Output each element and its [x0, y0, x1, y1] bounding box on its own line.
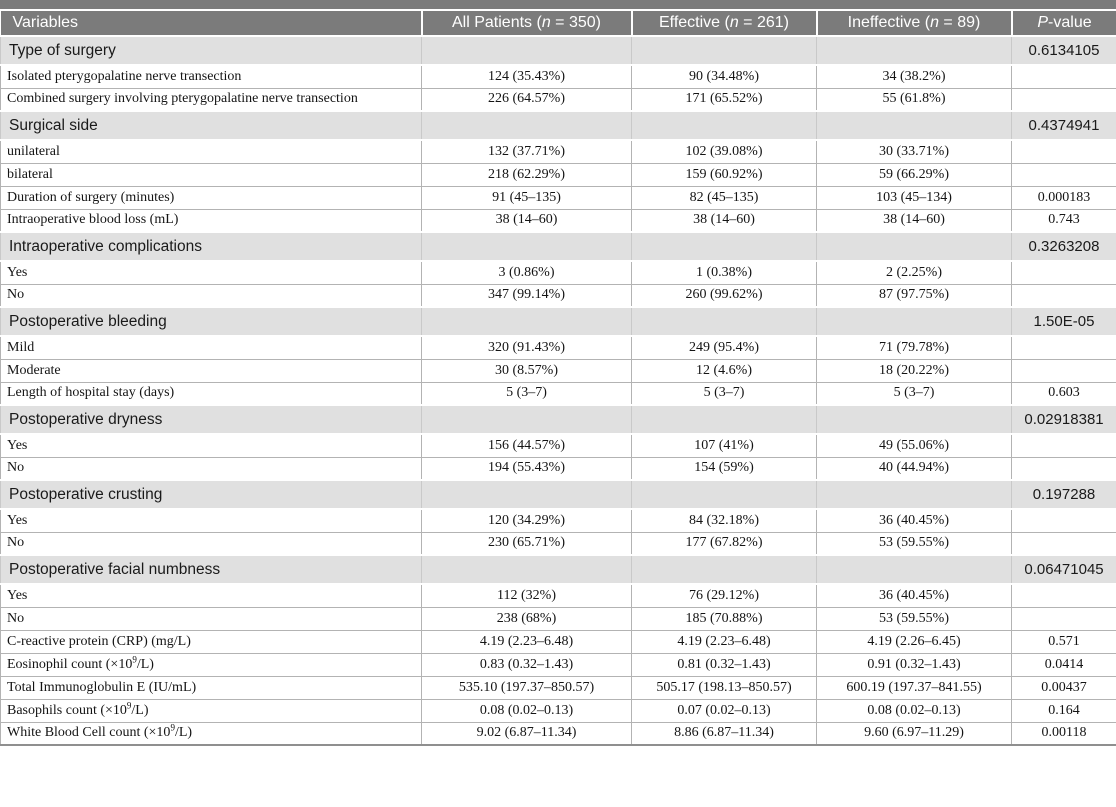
table-row	[1, 88, 1116, 111]
table-header	[1, 11, 1116, 36]
table-row	[1, 630, 1116, 653]
header-label: = 261)	[738, 14, 789, 31]
value-cell: 84 (32.18%)	[632, 509, 817, 532]
p-value-cell: 0.0414	[1012, 653, 1116, 676]
p-value-cell	[1012, 140, 1116, 163]
data-table	[0, 11, 1116, 746]
p-value-cell	[1012, 88, 1116, 111]
table-row	[1, 359, 1116, 382]
value-cell	[817, 405, 1012, 434]
value-cell: 0.07 (0.02–0.13)	[632, 699, 817, 722]
row-label	[1, 336, 422, 359]
row-label	[1, 88, 422, 111]
row-label	[1, 434, 422, 457]
row-label-text: Intraoperative complications	[9, 237, 202, 255]
value-cell	[422, 111, 632, 140]
value-cell	[817, 307, 1012, 336]
value-cell: 53 (59.55%)	[817, 532, 1012, 555]
value-cell: 230 (65.71%)	[422, 532, 632, 555]
row-label-text: Postoperative dryness	[9, 410, 163, 428]
row-label	[1, 186, 422, 209]
row-label	[1, 509, 422, 532]
row-label-text: Moderate	[7, 362, 61, 378]
p-value-cell	[1012, 607, 1116, 630]
row-label-text: Postoperative facial numbness	[9, 560, 221, 578]
row-label	[1, 630, 422, 653]
row-label	[1, 232, 422, 261]
table-row	[1, 457, 1116, 480]
p-value-cell: 0.743	[1012, 209, 1116, 232]
value-cell: 0.08 (0.02–0.13)	[817, 699, 1012, 722]
section-row	[1, 405, 1116, 434]
value-cell: 320 (91.43%)	[422, 336, 632, 359]
table-row	[1, 140, 1116, 163]
value-cell: 177 (67.82%)	[632, 532, 817, 555]
value-cell	[817, 480, 1012, 509]
value-cell: 132 (37.71%)	[422, 140, 632, 163]
value-cell: 71 (79.78%)	[817, 336, 1012, 359]
value-cell: 4.19 (2.26–6.45)	[817, 630, 1012, 653]
row-label-text: Postoperative bleeding	[9, 312, 167, 330]
value-cell: 112 (32%)	[422, 584, 632, 607]
p-value-cell: 0.000183	[1012, 186, 1116, 209]
p-value-cell	[1012, 163, 1116, 186]
p-value-cell	[1012, 65, 1116, 88]
header-label-italic-n: n	[729, 14, 739, 31]
p-value-cell: 0.164	[1012, 699, 1116, 722]
row-label-text: No	[7, 287, 25, 303]
table-row	[1, 676, 1116, 699]
p-value-cell: 0.02918381	[1012, 405, 1116, 434]
value-cell: 38 (14–60)	[632, 209, 817, 232]
value-cell	[422, 307, 632, 336]
section-row	[1, 307, 1116, 336]
value-cell: 76 (29.12%)	[632, 584, 817, 607]
row-label	[1, 163, 422, 186]
p-value-cell	[1012, 434, 1116, 457]
table-row	[1, 607, 1116, 630]
value-cell: 0.91 (0.32–1.43)	[817, 653, 1012, 676]
value-cell: 5 (3–7)	[422, 382, 632, 405]
value-cell: 107 (41%)	[632, 434, 817, 457]
table-row	[1, 163, 1116, 186]
value-cell: 9.60 (6.97–11.29)	[817, 722, 1012, 745]
row-label-superscript: 9	[126, 699, 132, 710]
row-label-text: Intraoperative blood loss (mL)	[7, 212, 179, 228]
column-header-variables	[1, 11, 422, 36]
value-cell	[422, 232, 632, 261]
section-row	[1, 36, 1116, 65]
row-label-text: Combined surgery involving pterygopalatine nerve transection	[7, 91, 358, 107]
value-cell: 53 (59.55%)	[817, 607, 1012, 630]
p-value-cell	[1012, 336, 1116, 359]
row-label-text: No	[7, 460, 25, 476]
p-value-cell: 0.571	[1012, 630, 1116, 653]
row-label	[1, 532, 422, 555]
value-cell: 218 (62.29%)	[422, 163, 632, 186]
value-cell: 38 (14–60)	[817, 209, 1012, 232]
value-cell: 5 (3–7)	[817, 382, 1012, 405]
row-label-text: Basophils count (×10	[7, 702, 127, 718]
value-cell: 1 (0.38%)	[632, 261, 817, 284]
row-label-text: /L)	[131, 702, 149, 718]
table-row	[1, 699, 1116, 722]
value-cell	[632, 111, 817, 140]
value-cell: 2 (2.25%)	[817, 261, 1012, 284]
row-label	[1, 722, 422, 745]
value-cell: 82 (45–135)	[632, 186, 817, 209]
value-cell: 0.08 (0.02–0.13)	[422, 699, 632, 722]
row-label-text: Surgical side	[9, 116, 98, 134]
row-label-text: Total Immunoglobulin E (IU/mL)	[7, 679, 197, 695]
table-row	[1, 584, 1116, 607]
value-cell	[422, 555, 632, 584]
p-value-cell	[1012, 584, 1116, 607]
column-header-effective	[632, 11, 817, 36]
row-label-text: Isolated pterygopalatine nerve transection	[7, 68, 242, 84]
value-cell	[817, 232, 1012, 261]
p-value-cell: 0.4374941	[1012, 111, 1116, 140]
row-label	[1, 555, 422, 584]
header-label-italic-p: P	[1037, 14, 1049, 31]
value-cell: 154 (59%)	[632, 457, 817, 480]
row-label-text: No	[7, 535, 25, 551]
header-label: = 89)	[938, 14, 981, 31]
row-label-text: C-reactive protein (CRP) (mg/L)	[7, 633, 191, 649]
table-row	[1, 284, 1116, 307]
p-value-cell: 0.197288	[1012, 480, 1116, 509]
value-cell	[422, 36, 632, 65]
row-label-text: /L)	[136, 656, 154, 672]
value-cell: 535.10 (197.37–850.57)	[422, 676, 632, 699]
value-cell: 194 (55.43%)	[422, 457, 632, 480]
value-cell: 102 (39.08%)	[632, 140, 817, 163]
row-label	[1, 261, 422, 284]
column-header-ineffective	[817, 11, 1012, 36]
p-value-cell	[1012, 457, 1116, 480]
value-cell: 156 (44.57%)	[422, 434, 632, 457]
header-label: -value	[1048, 14, 1092, 31]
row-label-text: Yes	[7, 587, 28, 603]
row-label	[1, 382, 422, 405]
value-cell: 5 (3–7)	[632, 382, 817, 405]
value-cell	[817, 555, 1012, 584]
p-value-cell: 0.00437	[1012, 676, 1116, 699]
value-cell: 0.81 (0.32–1.43)	[632, 653, 817, 676]
row-label	[1, 653, 422, 676]
row-label-text: White Blood Cell count (×10	[7, 725, 171, 741]
section-row	[1, 111, 1116, 140]
value-cell: 124 (35.43%)	[422, 65, 632, 88]
row-label-text: No	[7, 610, 25, 626]
row-label-superscript: 9	[170, 722, 175, 733]
value-cell: 185 (70.88%)	[632, 607, 817, 630]
row-label-text: Yes	[7, 437, 28, 453]
row-label-superscript: 9	[132, 653, 137, 664]
row-label	[1, 584, 422, 607]
value-cell	[422, 480, 632, 509]
p-value-cell: 0.3263208	[1012, 232, 1116, 261]
row-label	[1, 36, 422, 65]
value-cell	[632, 405, 817, 434]
table-top-rule	[0, 0, 1116, 9]
row-label-text: Mild	[7, 339, 35, 355]
p-value-cell: 1.50E-05	[1012, 307, 1116, 336]
row-label	[1, 699, 422, 722]
value-cell	[422, 405, 632, 434]
row-label	[1, 480, 422, 509]
value-cell: 12 (4.6%)	[632, 359, 817, 382]
header-label-italic-n: n	[930, 14, 939, 31]
value-cell	[632, 555, 817, 584]
p-value-cell: 0.603	[1012, 382, 1116, 405]
row-label	[1, 457, 422, 480]
header-row	[1, 11, 1116, 36]
value-cell: 34 (38.2%)	[817, 65, 1012, 88]
value-cell: 30 (33.71%)	[817, 140, 1012, 163]
header-label: All Patients (	[452, 14, 542, 31]
row-label-text: unilateral	[7, 143, 60, 159]
row-label	[1, 209, 422, 232]
value-cell: 4.19 (2.23–6.48)	[422, 630, 632, 653]
value-cell: 55 (61.8%)	[817, 88, 1012, 111]
table-row	[1, 186, 1116, 209]
row-label-text: Postoperative crusting	[9, 485, 163, 503]
row-label-text: Type of surgery	[9, 41, 116, 59]
value-cell: 9.02 (6.87–11.34)	[422, 722, 632, 745]
p-value-cell	[1012, 532, 1116, 555]
row-label-text: Length of hospital stay (days)	[7, 385, 175, 401]
p-value-cell: 0.6134105	[1012, 36, 1116, 65]
p-value-cell	[1012, 359, 1116, 382]
row-label-text: Duration of surgery (minutes)	[7, 189, 175, 205]
p-value-cell	[1012, 284, 1116, 307]
table-body	[1, 36, 1116, 745]
value-cell: 8.86 (6.87–11.34)	[632, 722, 817, 745]
value-cell: 238 (68%)	[422, 607, 632, 630]
table-row	[1, 382, 1116, 405]
value-cell	[632, 307, 817, 336]
table-row	[1, 722, 1116, 745]
p-value-cell	[1012, 261, 1116, 284]
value-cell: 0.83 (0.32–1.43)	[422, 653, 632, 676]
row-label-text: /L)	[174, 725, 193, 741]
value-cell: 40 (44.94%)	[817, 457, 1012, 480]
row-label-text: Yes	[7, 512, 28, 528]
value-cell: 600.19 (197.37–841.55)	[817, 676, 1012, 699]
row-label	[1, 307, 422, 336]
row-label	[1, 65, 422, 88]
column-header-all-patients	[422, 11, 632, 36]
value-cell: 49 (55.06%)	[817, 434, 1012, 457]
row-label-text: Yes	[7, 264, 28, 280]
value-cell: 36 (40.45%)	[817, 509, 1012, 532]
row-label	[1, 284, 422, 307]
header-label-italic-n: n	[541, 14, 551, 31]
value-cell: 120 (34.29%)	[422, 509, 632, 532]
value-cell: 505.17 (198.13–850.57)	[632, 676, 817, 699]
row-label	[1, 111, 422, 140]
section-row	[1, 232, 1116, 261]
value-cell: 90 (34.48%)	[632, 65, 817, 88]
section-row	[1, 480, 1116, 509]
p-value-cell: 0.06471045	[1012, 555, 1116, 584]
row-label-text: Eosinophil count (×10	[7, 656, 133, 672]
section-row	[1, 555, 1116, 584]
table-row	[1, 653, 1116, 676]
table-row	[1, 65, 1116, 88]
column-header-p-value	[1012, 11, 1116, 36]
table-row	[1, 532, 1116, 555]
table-row	[1, 261, 1116, 284]
value-cell: 171 (65.52%)	[632, 88, 817, 111]
value-cell: 260 (99.62%)	[632, 284, 817, 307]
p-value-cell: 0.00118	[1012, 722, 1116, 745]
table-row	[1, 209, 1116, 232]
row-label	[1, 405, 422, 434]
row-label	[1, 676, 422, 699]
header-label: Effective (	[658, 14, 730, 31]
value-cell	[817, 36, 1012, 65]
p-value-cell	[1012, 509, 1116, 532]
header-label: = 350)	[550, 14, 601, 31]
value-cell: 226 (64.57%)	[422, 88, 632, 111]
value-cell: 59 (66.29%)	[817, 163, 1012, 186]
value-cell: 36 (40.45%)	[817, 584, 1012, 607]
row-label	[1, 359, 422, 382]
row-label	[1, 607, 422, 630]
value-cell: 347 (99.14%)	[422, 284, 632, 307]
value-cell	[817, 111, 1012, 140]
value-cell: 159 (60.92%)	[632, 163, 817, 186]
header-label: Ineffective (	[847, 14, 931, 31]
value-cell: 38 (14–60)	[422, 209, 632, 232]
value-cell: 103 (45–134)	[817, 186, 1012, 209]
value-cell: 4.19 (2.23–6.48)	[632, 630, 817, 653]
value-cell: 18 (20.22%)	[817, 359, 1012, 382]
value-cell: 249 (95.4%)	[632, 336, 817, 359]
table-row	[1, 336, 1116, 359]
row-label-text: bilateral	[7, 166, 53, 182]
table-row	[1, 509, 1116, 532]
table-row	[1, 434, 1116, 457]
value-cell: 87 (97.75%)	[817, 284, 1012, 307]
value-cell	[632, 36, 817, 65]
value-cell: 91 (45–135)	[422, 186, 632, 209]
row-label	[1, 140, 422, 163]
value-cell	[632, 232, 817, 261]
value-cell: 30 (8.57%)	[422, 359, 632, 382]
header-label: Variables	[12, 14, 79, 31]
value-cell: 3 (0.86%)	[422, 261, 632, 284]
value-cell	[632, 480, 817, 509]
